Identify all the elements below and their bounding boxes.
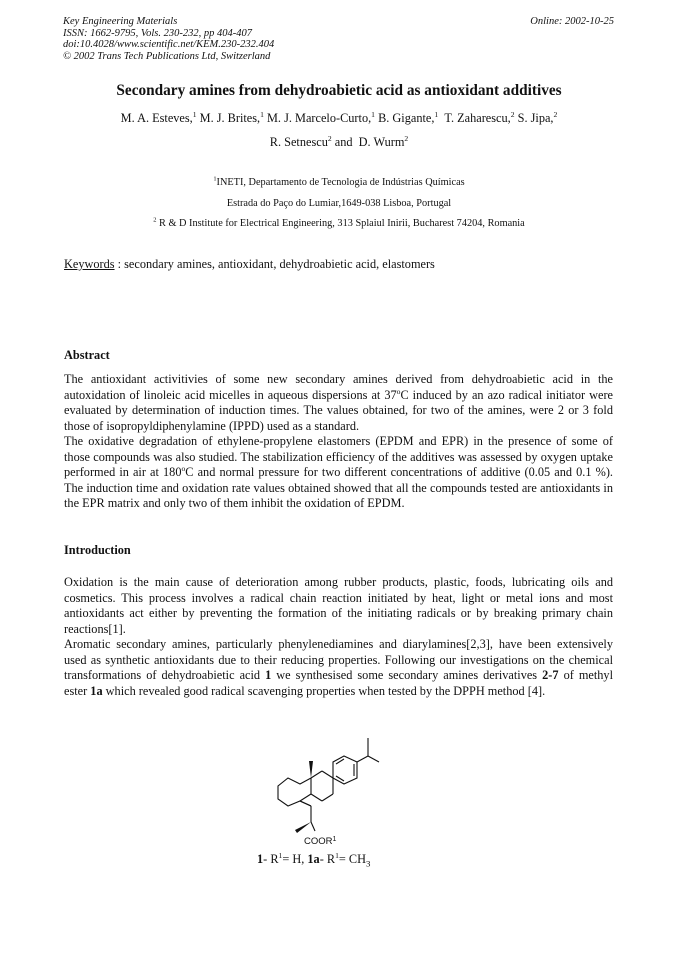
caption-part: - R (319, 852, 336, 866)
author-aff: 2 (553, 109, 558, 119)
degree-sup: o (181, 464, 186, 474)
chemical-structure (270, 734, 410, 846)
abstract-heading: Abstract (64, 348, 110, 362)
affiliation-1-address: Estrada do Paço do Lumiar,1649-038 Lisboa, Portugal (226, 198, 452, 209)
journal-name: Key Engineering Materials (63, 16, 178, 27)
abstract-paragraph-2 (64, 434, 613, 512)
text-run: Aromatic secondary amines, particularly phenylenediamines and diarylamines[2,3], have been extensively used as synthetic antioxidants due to their reducing properties. Following our investigations on the chemical transformations of dehydroabietic acid (64, 637, 613, 683)
author-line-1 (40, 111, 638, 126)
doi-line: doi:10.4028/www.scientific.net/KEM.230-232.404 (63, 39, 275, 51)
caption-part: 1 (257, 852, 264, 866)
author: M. J. Marcelo-Curto, (267, 111, 372, 125)
affiliation-2 (40, 218, 638, 229)
text-run: The oxidative degradation of ethylene-propylene elastomers (EPDM and EPR) in the presence of some of those compounds was also studied. The stabilization efficiency of the additives was assessed by oxygen uptake performed in air at 180 (64, 434, 613, 480)
degree-sup: o (396, 386, 401, 396)
caption-part: - R (263, 852, 279, 866)
caption-part: = CH (338, 852, 366, 866)
author: R. Setnescu (269, 135, 328, 149)
author: M. J. Brites, (199, 111, 261, 125)
author: B. Gigante, (378, 111, 435, 125)
structure-bonds (278, 738, 379, 822)
text-run: C and normal pressure for two different concentrations of additive (0.05 and 0.1 %). The induction time and oxidation rate values obtained showed that all the compounds tested are antioxidants in the EPR matrix and only two of them inhibit the oxidation of EPDM. (64, 465, 613, 511)
author-aff: 1 (434, 109, 439, 119)
author: T. Zaharescu, (444, 111, 511, 125)
caption-part: 1a (307, 852, 320, 866)
ester-bond (311, 822, 315, 831)
introduction-heading: Introduction (64, 543, 131, 557)
author: S. Jipa, (517, 111, 554, 125)
author-line-2 (40, 135, 638, 150)
figure-caption (257, 852, 370, 867)
issn-line: ISSN: 1662-9795, Vols. 230-232, pp 404-407 (63, 27, 252, 39)
affiliation-1 (40, 177, 638, 188)
methyl-wedge (309, 761, 313, 778)
caption-part: 1 (278, 850, 283, 860)
methyl-wedge (295, 822, 311, 833)
copyright-line: © 2002 Trans Tech Publications Ltd, Switzerland (63, 50, 271, 62)
keywords-label: Keywords (64, 257, 115, 271)
aff-num: 2 (153, 216, 157, 224)
caption-part: 1 (335, 850, 339, 860)
introduction-paragraph-2 (64, 637, 613, 699)
introduction-paragraph-1: Oxidation is the main cause of deterioration among rubber products, plastic, foods, lubricating oils and cosmetics. This process involves a radical chain reaction initiated by heat, light or metal ions and most antioxidants act either by preventing the formation of the initiating radicals or by breaking primary chain reactions[1]. (64, 575, 613, 636)
author-aff: 2 (404, 133, 409, 143)
author-aff: 1 (260, 109, 264, 119)
compound-ref: 1 (265, 668, 272, 683)
caption-part: 3 (365, 858, 371, 869)
author-and: and (334, 135, 353, 149)
abstract-paragraph-1 (64, 372, 613, 434)
journal-header (63, 16, 274, 62)
keywords (64, 257, 435, 272)
caption-part: = H, (282, 852, 308, 866)
author: M. A. Esteves, (120, 111, 193, 125)
structure-label: COOR$^1$ (304, 836, 337, 846)
text-run: we synthesised some secondary amines derivatives (271, 668, 543, 683)
aff-text: R & D Institute for Electrical Engineering, 313 Splaiul Inirii, Bucharest 74204, Romania (156, 218, 525, 229)
text-run: C induced by an azo radical initiator were evaluated by determination of induction times. The values obtained, for two of the amines, were 2 or 3 fold those of isopropyldiphenylamine (IPPD) used as a standard. (64, 387, 613, 433)
aff-text: INETI, Departamento de Tecnologia de Indústrias Químicas (216, 177, 465, 188)
aff-num: 1 (213, 175, 217, 183)
online-date: Online: 2002-10-25 (530, 16, 614, 27)
compound-ref: 2-7 (542, 668, 559, 683)
author-aff: 2 (510, 109, 515, 119)
paper-title: Secondary amines from dehydroabietic acid as antioxidant additives (116, 82, 562, 99)
keywords-text: : secondary amines, antioxidant, dehydroabietic acid, elastomers (114, 257, 435, 271)
author-aff: 1 (371, 109, 375, 119)
text-run: The antioxidant activitivies of some new secondary amines derived from dehydroabietic acid in the autoxidation of linoleic acid micelles in aqueous dispersions at 37 (64, 372, 613, 402)
text-run: of methyl ester (64, 668, 613, 698)
text-run: which revealed good radical scavenging properties when tested by the DPPH method [4]. (102, 683, 546, 698)
author-aff: 1 (192, 109, 197, 119)
author: D. Wurm (358, 135, 405, 149)
author-aff: 2 (327, 133, 332, 143)
compound-ref: 1a (90, 683, 103, 698)
